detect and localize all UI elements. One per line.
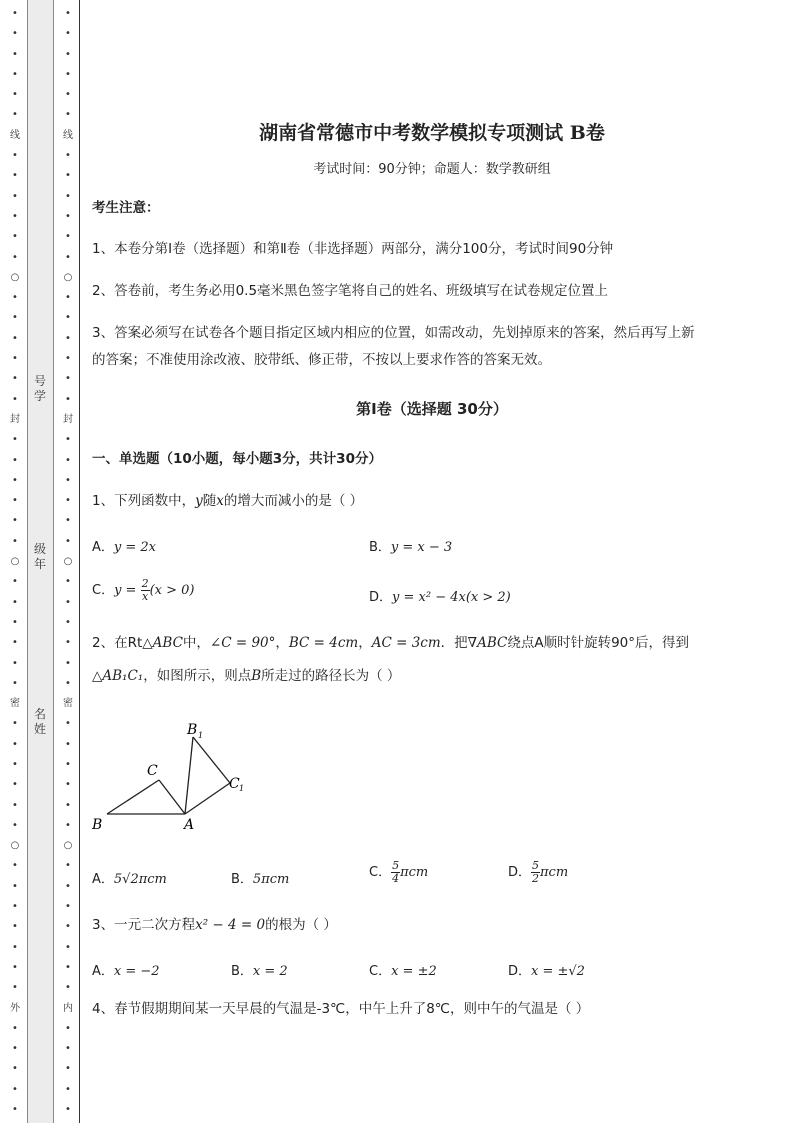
q2-option-b[interactable]: B．5πcm (231, 872, 290, 887)
question-2-line-2: △AB₁C₁，如图所示，则点B所走过的路径长为（ ） (92, 668, 401, 684)
notice-item-1: 1、本卷分第I卷（选择题）和第Ⅱ卷（非选择题）两部分，满分100分，考试时间90分钟 (92, 241, 614, 257)
left-margin-dot: • (12, 170, 18, 182)
q2-option-c[interactable]: C． $\frac{5}{4}$ πcm (369, 859, 429, 885)
inner-margin-dot: • (65, 961, 71, 973)
q1-option-c[interactable]: C．y = $\frac{2}{x}$ (x > 0) (92, 577, 195, 603)
left-margin-dot: • (12, 68, 18, 80)
exam-title: 湖南省常德市中考数学模拟专项测试 B卷 (259, 122, 605, 144)
inner-margin-dot: • (65, 292, 71, 304)
binding-line (79, 0, 80, 1123)
inner-margin-dot: • (65, 901, 71, 913)
inner-margin-dot: • (65, 170, 71, 182)
inner-margin-dot: • (65, 1083, 71, 1095)
left-margin-dot: • (12, 677, 18, 689)
left-margin-dot: • (12, 637, 18, 649)
left-margin-dot: • (12, 231, 18, 243)
inner-margin-dot: • (65, 1022, 71, 1034)
segment-ab1 (185, 737, 193, 814)
label-c: C (147, 763, 158, 779)
inner-margin-dot: • (65, 819, 71, 831)
q3-option-d[interactable]: D．x = ±√2 (508, 964, 585, 979)
question-2-line-1: 2、在Rt△ABC中，∠C = 90°，BC = 4cm，AC = 3cm．把∇ABC绕点A顺时针旋转90°后，得到 (92, 635, 690, 651)
left-dot-column (10, 4, 20, 1120)
inner-margin-dot: • (65, 657, 71, 669)
left-margin-dot: • (12, 819, 18, 831)
label-a: A (184, 817, 195, 833)
inner-dot-column (63, 4, 73, 1120)
binding-margin (0, 0, 82, 1123)
left-margin-dot: • (12, 332, 18, 344)
inner-margin-dot: • (65, 190, 71, 202)
inner-margin-dot: • (65, 28, 71, 40)
q1-option-a[interactable]: A．y = 2x (92, 540, 157, 555)
inner-margin-dot: • (65, 779, 71, 791)
notice-item-3-line-2: 的答案；不准使用涂改液、胶带纸、修正带，不按以上要求作答的答案无效。 (92, 352, 551, 368)
left-margin-label: ○ (10, 556, 20, 568)
left-margin-dot: • (12, 779, 18, 791)
field-label-grade: 级年 (33, 542, 46, 571)
q1-option-d[interactable]: D．y = x² − 4x(x > 2) (369, 590, 511, 605)
left-margin-dot: • (12, 454, 18, 466)
inner-margin-dot: • (65, 515, 71, 527)
inner-margin-dot: • (65, 231, 71, 243)
inner-margin-dot: • (65, 1063, 71, 1075)
inner-margin-dot: • (65, 434, 71, 446)
left-margin-dot: • (12, 1022, 18, 1034)
left-margin-dot: • (12, 8, 18, 19)
field-label-name: 名姓 (33, 707, 46, 736)
inner-margin-dot: • (65, 68, 71, 80)
q1-option-b[interactable]: B．y = x − 3 (369, 540, 453, 555)
inner-margin-dot: • (65, 616, 71, 628)
inner-margin-dot: • (65, 1104, 71, 1116)
left-margin-dot: • (12, 718, 18, 730)
left-margin-dot: • (12, 596, 18, 608)
inner-margin-dot: • (65, 941, 71, 953)
notice-heading: 考生注意： (92, 200, 160, 216)
left-margin-label: 密 (10, 698, 20, 710)
inner-margin-dot: • (65, 860, 71, 872)
left-margin-dot: • (12, 921, 18, 933)
q2-option-a[interactable]: A．5√2πcm (92, 872, 167, 887)
left-margin-dot: • (12, 353, 18, 365)
left-margin-dot: • (12, 190, 18, 202)
inner-margin-dot: • (65, 210, 71, 222)
left-margin-label: ○ (10, 840, 20, 852)
inner-margin-dot: • (65, 758, 71, 770)
left-margin-dot: • (12, 738, 18, 750)
fraction: $\frac{2}{x}$ (141, 577, 149, 603)
left-margin-dot: • (12, 393, 18, 405)
left-margin-dot: • (12, 1104, 18, 1116)
inner-margin-dot: • (65, 495, 71, 507)
inner-margin-dot: • (65, 373, 71, 385)
question-4-stem: 4、春节假期期间某一天早晨的气温是-3℃，中午上升了8℃，则中午的气温是（ ） (92, 1001, 590, 1017)
inner-margin-label: ○ (63, 840, 73, 852)
inner-margin-dot: • (65, 150, 71, 162)
inner-margin-dot: • (65, 799, 71, 811)
left-margin-dot: • (12, 880, 18, 892)
left-margin-label: 封 (10, 413, 20, 425)
segment-c1a (185, 783, 230, 814)
question-3-stem: 3、一元二次方程x² − 4 = 0的根为（ ） (92, 917, 337, 933)
q3-option-c[interactable]: C．x = ±2 (369, 964, 437, 979)
left-margin-dot: • (12, 48, 18, 60)
left-margin-dot: • (12, 961, 18, 973)
left-margin-dot: • (12, 616, 18, 628)
inner-margin-dot: • (65, 637, 71, 649)
inner-margin-dot: • (65, 8, 71, 19)
q2-rotation-figure (92, 718, 262, 838)
left-margin-dot: • (12, 474, 18, 486)
inner-margin-label: 密 (63, 698, 73, 710)
inner-margin-dot: • (65, 1043, 71, 1055)
left-margin-dot: • (12, 434, 18, 446)
inner-margin-label: ○ (63, 271, 73, 283)
question-1-stem: 1、下列函数中，y随x的增大而减小的是（ ） (92, 493, 364, 509)
left-margin-dot: • (12, 1063, 18, 1075)
left-margin-dot: • (12, 89, 18, 101)
left-margin-dot: • (12, 495, 18, 507)
inner-margin-dot: • (65, 312, 71, 324)
inner-margin-label: ○ (63, 556, 73, 568)
left-margin-dot: • (12, 799, 18, 811)
left-margin-dot: • (12, 1043, 18, 1055)
inner-margin-dot: • (65, 332, 71, 344)
left-margin-dot: • (12, 758, 18, 770)
q3-option-b[interactable]: B．x = 2 (231, 964, 288, 979)
label-c1: C (229, 776, 240, 792)
fraction: $\frac{5}{4}$ (392, 859, 400, 885)
left-margin-dot: • (12, 901, 18, 913)
inner-margin-dot: • (65, 353, 71, 365)
inner-margin-dot: • (65, 982, 71, 994)
inner-margin-dot: • (65, 251, 71, 263)
inner-margin-dot: • (65, 454, 71, 466)
left-margin-label: ○ (10, 271, 20, 283)
left-margin-dot: • (12, 576, 18, 588)
label-b1: B (187, 722, 198, 738)
left-margin-dot: • (12, 982, 18, 994)
segment-bc (107, 780, 159, 814)
inner-margin-dot: • (65, 48, 71, 60)
q2-option-d[interactable]: D． $\frac{5}{2}$ πcm (508, 859, 569, 885)
inner-margin-dot: • (65, 718, 71, 730)
inner-margin-dot: • (65, 738, 71, 750)
left-margin-dot: • (12, 1083, 18, 1095)
inner-margin-dot: • (65, 474, 71, 486)
left-margin-dot: • (12, 515, 18, 527)
left-margin-dot: • (12, 941, 18, 953)
fraction: $\frac{5}{2}$ (532, 859, 540, 885)
notice-item-2: 2、答卷前，考生务必用0.5毫米黑色签字笔将自己的姓名、班级填写在试卷规定位置上 (92, 283, 609, 299)
label-b1-subscript: 1 (198, 731, 204, 740)
left-margin-dot: • (12, 150, 18, 162)
left-margin-dot: • (12, 28, 18, 40)
inner-margin-label: 线 (63, 129, 73, 141)
left-margin-dot: • (12, 535, 18, 547)
inner-margin-dot: • (65, 677, 71, 689)
inner-margin-dot: • (65, 596, 71, 608)
left-margin-dot: • (12, 210, 18, 222)
left-margin-label: 外 (10, 1002, 20, 1014)
inner-margin-label: 内 (63, 1002, 73, 1014)
segment-b1c1 (193, 737, 230, 783)
inner-margin-label: 封 (63, 413, 73, 425)
left-margin-dot: • (12, 860, 18, 872)
left-margin-dot: • (12, 657, 18, 669)
section-title: 一、单选题（10小题，每小题3分，共计30分） (92, 451, 382, 467)
q3-option-a[interactable]: A．x = −2 (92, 964, 160, 979)
notice-item-3-line-1: 3、答案必须写在试卷各个题目指定区域内相应的位置，如需改动，先划掉原来的答案，然后再写上新 (92, 325, 695, 341)
left-margin-dot: • (12, 312, 18, 324)
left-margin-dot: • (12, 373, 18, 385)
inner-margin-dot: • (65, 109, 71, 121)
inner-margin-dot: • (65, 89, 71, 101)
label-c1-subscript: 1 (239, 784, 245, 793)
left-margin-dot: • (12, 292, 18, 304)
left-margin-dot: • (12, 109, 18, 121)
label-b: B (92, 817, 103, 833)
left-margin-label: 线 (10, 129, 20, 141)
field-label-student-id: 号学 (33, 374, 46, 403)
inner-margin-dot: • (65, 576, 71, 588)
inner-margin-dot: • (65, 921, 71, 933)
inner-margin-dot: • (65, 535, 71, 547)
inner-margin-dot: • (65, 393, 71, 405)
left-margin-dot: • (12, 251, 18, 263)
exam-subtitle: 考试时间：90分钟；命题人：数学教研组 (313, 162, 551, 177)
inner-margin-dot: • (65, 880, 71, 892)
segment-ca (159, 780, 185, 814)
part-title: 第I卷（选择题 30分） (356, 400, 508, 418)
